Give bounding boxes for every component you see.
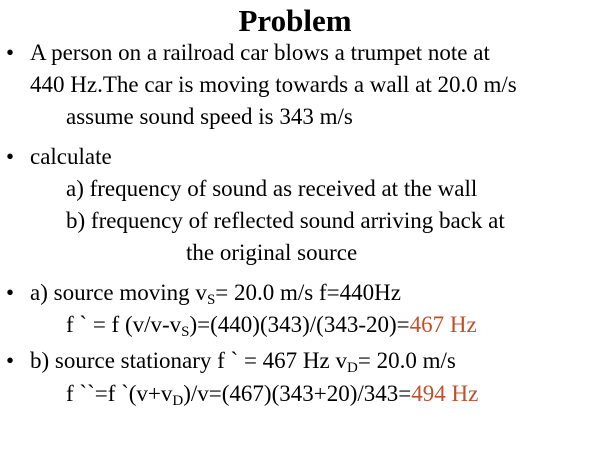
- result-value: 467 Hz: [409, 312, 477, 337]
- bullet-icon: •: [6, 40, 15, 65]
- bullet-2-line-3: b) frequency of reflected sound arriving back at: [66, 208, 505, 233]
- subscript: D: [347, 360, 358, 376]
- bullet-2-line-2: a) frequency of sound as received at the wall: [66, 176, 478, 201]
- bullet-4-line-2: [66, 380, 478, 408]
- result-value: 494 Hz: [411, 381, 479, 406]
- text-segment: )/v=(467)(343+20)/343=: [183, 381, 412, 406]
- text-segment: a) source moving v: [30, 280, 207, 305]
- subscript: D: [172, 393, 184, 409]
- subscript: S: [181, 324, 190, 340]
- bullet-1-line-3: assume sound speed is 343 m/s: [66, 104, 353, 129]
- subscript: S: [206, 292, 216, 308]
- bullet-3-line-2: [66, 311, 477, 339]
- bullet-2-line-1: calculate: [30, 144, 112, 169]
- bullet-icon: •: [6, 280, 15, 305]
- text-segment: f ``=f `(v+v: [66, 381, 173, 406]
- bullet-icon: •: [6, 348, 15, 373]
- bullet-2-line-4: the original source: [186, 240, 358, 265]
- bullet-1-line-1: A person on a railroad car blows a trumpet note at: [30, 40, 490, 65]
- text-segment: b) source stationary f ` = 467 Hz v: [30, 348, 347, 373]
- text-segment: f ` = f (v/v-v: [66, 312, 182, 337]
- bullet-1-line-2: 440 Hz.The car is moving towards a wall at 20.0 m/s: [30, 72, 517, 97]
- bullet-4-line-1: [30, 347, 456, 375]
- bullet-3-line-1: [30, 279, 401, 307]
- text-segment: = 20.0 m/s: [357, 348, 456, 373]
- slide-title: Problem: [238, 3, 352, 38]
- text-segment: = 20.0 m/s f=440Hz: [215, 280, 401, 305]
- bullet-icon: •: [6, 144, 15, 169]
- text-segment: )=(440)(343)/(343-20)=: [189, 312, 410, 337]
